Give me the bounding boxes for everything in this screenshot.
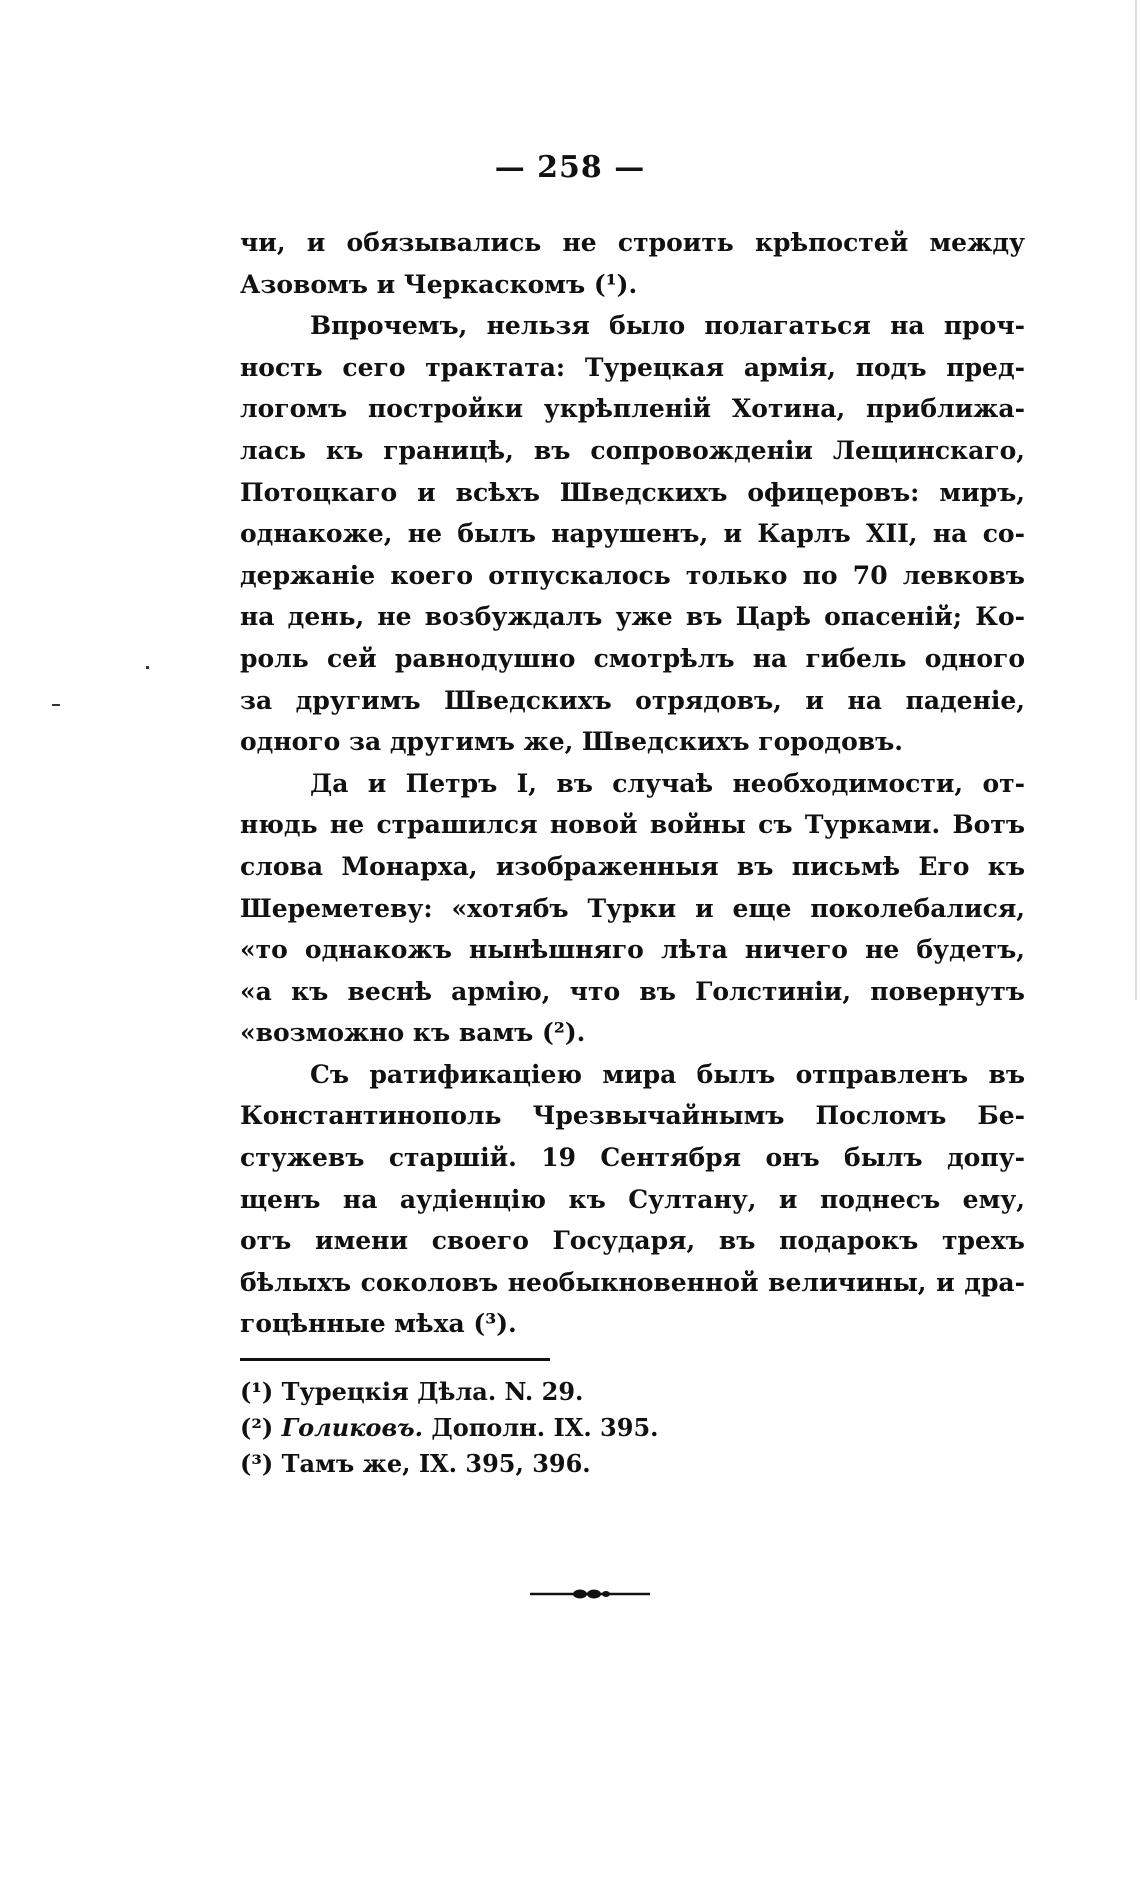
footnote-mark: (²) bbox=[240, 1413, 274, 1442]
body-text bbox=[240, 222, 1025, 1345]
tail-piece-ornament bbox=[530, 1586, 650, 1606]
text-line: «то однакожъ нынѣшняго лѣта ничего не будетъ, bbox=[240, 935, 1025, 965]
text-line: бѣлыхъ соколовъ необыкновенной величины, и дра- bbox=[240, 1267, 1025, 1297]
footnote-divider bbox=[240, 1358, 550, 1361]
paragraph-start-line: Впрочемъ, нельзя было полагаться на проч- bbox=[310, 311, 1025, 341]
text-line: «а къ веснѣ армію, что въ Голстиніи, повернутъ bbox=[240, 976, 1025, 1006]
text-line: отъ имени своего Государя, въ подарокъ трехъ bbox=[240, 1226, 1025, 1256]
page-number: — 258 — bbox=[494, 150, 646, 185]
paragraph-start-line: Съ ратификаціею мира былъ отправленъ въ bbox=[310, 1059, 1025, 1089]
text-line: ность сего трактата: Турецкая армія, подъ пред- bbox=[240, 352, 1025, 382]
footnote-mark: (³) bbox=[240, 1449, 274, 1478]
margin-mark bbox=[146, 666, 149, 669]
margin-mark bbox=[1135, 0, 1137, 1000]
footnote-author: Голиковъ. bbox=[281, 1413, 424, 1442]
text-line: логомъ постройки укрѣпленій Хотина, приближа- bbox=[240, 394, 1025, 424]
footnote-1 bbox=[240, 1374, 659, 1410]
footnotes bbox=[240, 1374, 659, 1482]
text-line: Шереметеву: «хотябъ Турки и еще поколебалися, bbox=[240, 893, 1025, 923]
text-line: Азовомъ и Черкаскомъ (¹). bbox=[240, 269, 638, 299]
footnote-text: Тамъ же, IX. 395, 396. bbox=[281, 1449, 591, 1478]
text-line: чи, и обязывались не строить крѣпостей между bbox=[240, 228, 1025, 257]
text-line: стужевъ старшій. 19 Сентября онъ былъ допу- bbox=[240, 1143, 1025, 1173]
text-line: слова Монарха, изображенныя въ письмѣ Его къ bbox=[240, 851, 1025, 881]
footnote-mark: (¹) bbox=[240, 1377, 274, 1406]
text-line: одного за другимъ же, Шведскихъ городовъ. bbox=[240, 727, 904, 757]
ornament-icon bbox=[530, 1586, 650, 1602]
footnote-2 bbox=[240, 1410, 659, 1446]
margin-mark bbox=[52, 704, 60, 706]
footnote-text: Дополн. IX. 395. bbox=[431, 1413, 659, 1442]
text-line: за другимъ Шведскихъ отрядовъ, и на паденіе, bbox=[240, 685, 1025, 715]
text-line: лась къ границѣ, въ сопровожденіи Лещинскаго, bbox=[240, 435, 1025, 465]
text-line: нюдь не страшился новой войны съ Турками. Вотъ bbox=[240, 810, 1025, 840]
footnote-text: Турецкія Дѣла. N. 29. bbox=[281, 1377, 584, 1406]
text-line: роль сей равнодушно смотрѣлъ на гибель одного bbox=[240, 643, 1025, 673]
footnote-3 bbox=[240, 1446, 659, 1482]
text-line: «возможно къ вамъ (²). bbox=[240, 1018, 586, 1048]
text-line: Константинополь Чрезвычайнымъ Посломъ Бе- bbox=[240, 1101, 1025, 1131]
text-line: Потоцкаго и всѣхъ Шведскихъ офицеровъ: миръ, bbox=[240, 477, 1025, 507]
text-line: однакоже, не былъ нарушенъ, и Карлъ XII, на со- bbox=[240, 519, 1025, 549]
text-line: щенъ на аудіенцію къ Султану, и поднесъ ему, bbox=[240, 1184, 1025, 1214]
text-line: на день, не возбуждалъ уже въ Царѣ опасеній; Ко- bbox=[240, 602, 1025, 632]
paragraph-start-line: Да и Петръ I, въ случаѣ необходимости, от- bbox=[310, 768, 1025, 798]
text-line: держаніе коего отпускалось только по 70 левковъ bbox=[240, 560, 1025, 590]
text-line: гоцѣнные мѣха (³). bbox=[240, 1309, 517, 1339]
